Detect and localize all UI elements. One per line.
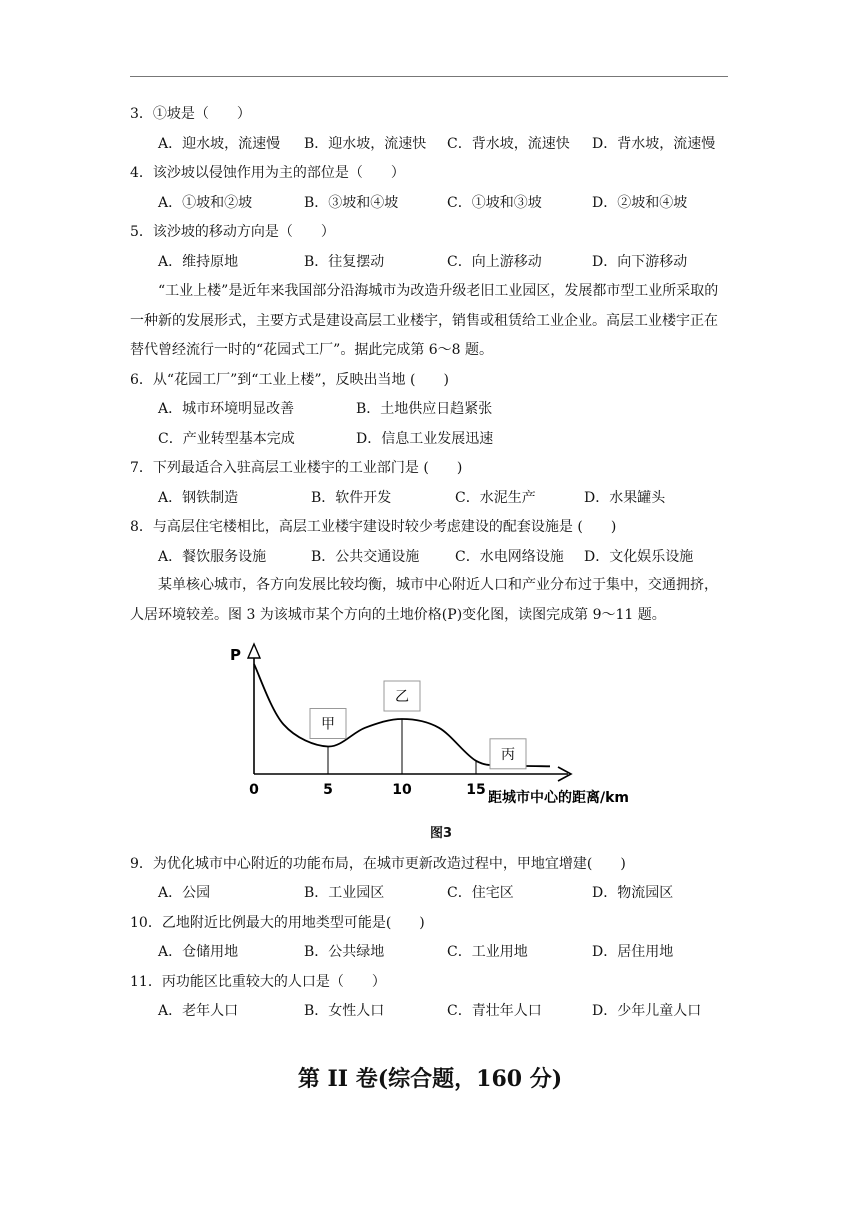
question-7-option-a: A．钢铁制造 [158, 490, 239, 506]
land-price-chart [220, 636, 680, 814]
question-10-option-c: C．工业用地 [447, 944, 528, 960]
question-11-stem: 11．丙功能区比重较大的人口是（ ） [130, 974, 386, 990]
point-label-2: 乙 [395, 689, 409, 705]
question-6-option-d: D．信息工业发展迅速 [356, 431, 494, 447]
question-9-option-a: A．公园 [158, 885, 211, 901]
question-4-option-c: C．①坡和③坡 [447, 195, 542, 211]
question-3-stem: 3．①坡是（ ） [130, 106, 251, 122]
question-4-option-a: A．①坡和②坡 [158, 195, 253, 211]
passage-industrial-buildings: “工业上楼”是近年来我国部分沿海城市为改造升级老旧工业园区，发展都市型工业所采取的一种新的发展形式，主要方式是建设高层工业楼宇，销售或租赁给工业企业。高层工业楼宇正在替代曾经流行一时的“花园式工厂”。据此完成第 6～8 题。 [130, 283, 719, 358]
question-7-stem: 7．下列最适合入驻高层工业楼宇的工业部门是 ( ) [130, 460, 463, 476]
question-8-option-c: C．水电网络设施 [455, 549, 564, 565]
y-axis-label: P [230, 646, 241, 664]
point-label-1: 甲 [321, 716, 335, 733]
question-9-option-d: D．物流园区 [592, 885, 674, 901]
question-6-option-a: A．城市环境明显改善 [158, 401, 295, 417]
question-9-stem: 9．为优化城市中心附近的功能布局，在城市更新改造过程中，甲地宜增建( ) [130, 856, 626, 872]
question-3-option-c: C．背水坡，流速快 [447, 136, 570, 152]
section-title: 第 II 卷(综合题，160 分) [297, 1066, 563, 1092]
question-11-option-a: A．老年人口 [158, 1003, 239, 1019]
question-5-option-c: C．向上游移动 [447, 254, 542, 270]
question-8-stem: 8．与高层住宅楼相比，高层工业楼宇建设时较少考虑建设的配套设施是 ( ) [130, 519, 617, 535]
question-11-option-c: C．青壮年人口 [447, 1003, 542, 1019]
x-tick-label-15: 15 [466, 782, 486, 798]
x-tick-label-5: 5 [323, 782, 333, 798]
question-10-option-d: D．居住用地 [592, 944, 674, 960]
question-5-option-b: B．往复摆动 [304, 254, 385, 270]
figure-caption: 图3 [430, 826, 453, 841]
header-rule [130, 76, 728, 77]
question-10-option-a: A．仓储用地 [158, 944, 239, 960]
question-11-option-b: B．女性人口 [304, 1003, 385, 1019]
question-5-stem: 5．该沙坡的移动方向是（ ） [130, 224, 335, 240]
question-4-option-b: B．③坡和④坡 [304, 195, 399, 211]
question-6-stem: 6．从“花园工厂”到“工业上楼”，反映出当地 ( ) [130, 372, 449, 388]
question-8-option-b: B．公共交通设施 [311, 549, 420, 565]
question-9-option-b: B．工业园区 [304, 885, 385, 901]
question-8-option-d: D．文化娱乐设施 [584, 549, 694, 565]
passage-city-land-price: 某单核心城市，各方向发展比较均衡，城市中心附近人口和产业分布过于集中，交通拥挤，人居环境较差。图 3 为该城市某个方向的土地价格(P)变化图，读图完成第 9～11 题。 [130, 577, 718, 623]
x-axis-label: 距城市中心的距离/km [488, 790, 630, 806]
question-7-option-d: D．水果罐头 [584, 490, 666, 506]
question-9-option-c: C．住宅区 [447, 885, 514, 901]
question-5-option-d: D．向下游移动 [592, 254, 688, 270]
question-10-stem: 10．乙地附近比例最大的用地类型可能是( ) [130, 915, 425, 931]
y-axis-arrow [248, 644, 260, 658]
question-10-option-b: B．公共绿地 [304, 944, 385, 960]
x-tick-label-10: 10 [392, 782, 412, 798]
question-7-option-b: B．软件开发 [311, 490, 392, 506]
question-3-option-d: D．背水坡，流速慢 [592, 136, 716, 152]
question-4-stem: 4．该沙坡以侵蚀作用为主的部位是（ ） [130, 165, 405, 181]
question-3-option-a: A．迎水坡，流速慢 [158, 136, 281, 152]
question-11-option-d: D．少年儿童人口 [592, 1003, 702, 1019]
question-8-option-a: A．餐饮服务设施 [158, 549, 267, 565]
point-label-3: 丙 [501, 746, 515, 763]
question-7-option-c: C．水泥生产 [455, 490, 536, 506]
question-5-option-a: A．维持原地 [158, 254, 239, 270]
question-6-option-b: B．土地供应日趋紧张 [356, 401, 493, 417]
question-6-option-c: C．产业转型基本完成 [158, 431, 295, 447]
question-3-option-b: B．迎水坡，流速快 [304, 136, 427, 152]
question-4-option-d: D．②坡和④坡 [592, 195, 688, 211]
x-tick-label-0: 0 [249, 782, 259, 798]
